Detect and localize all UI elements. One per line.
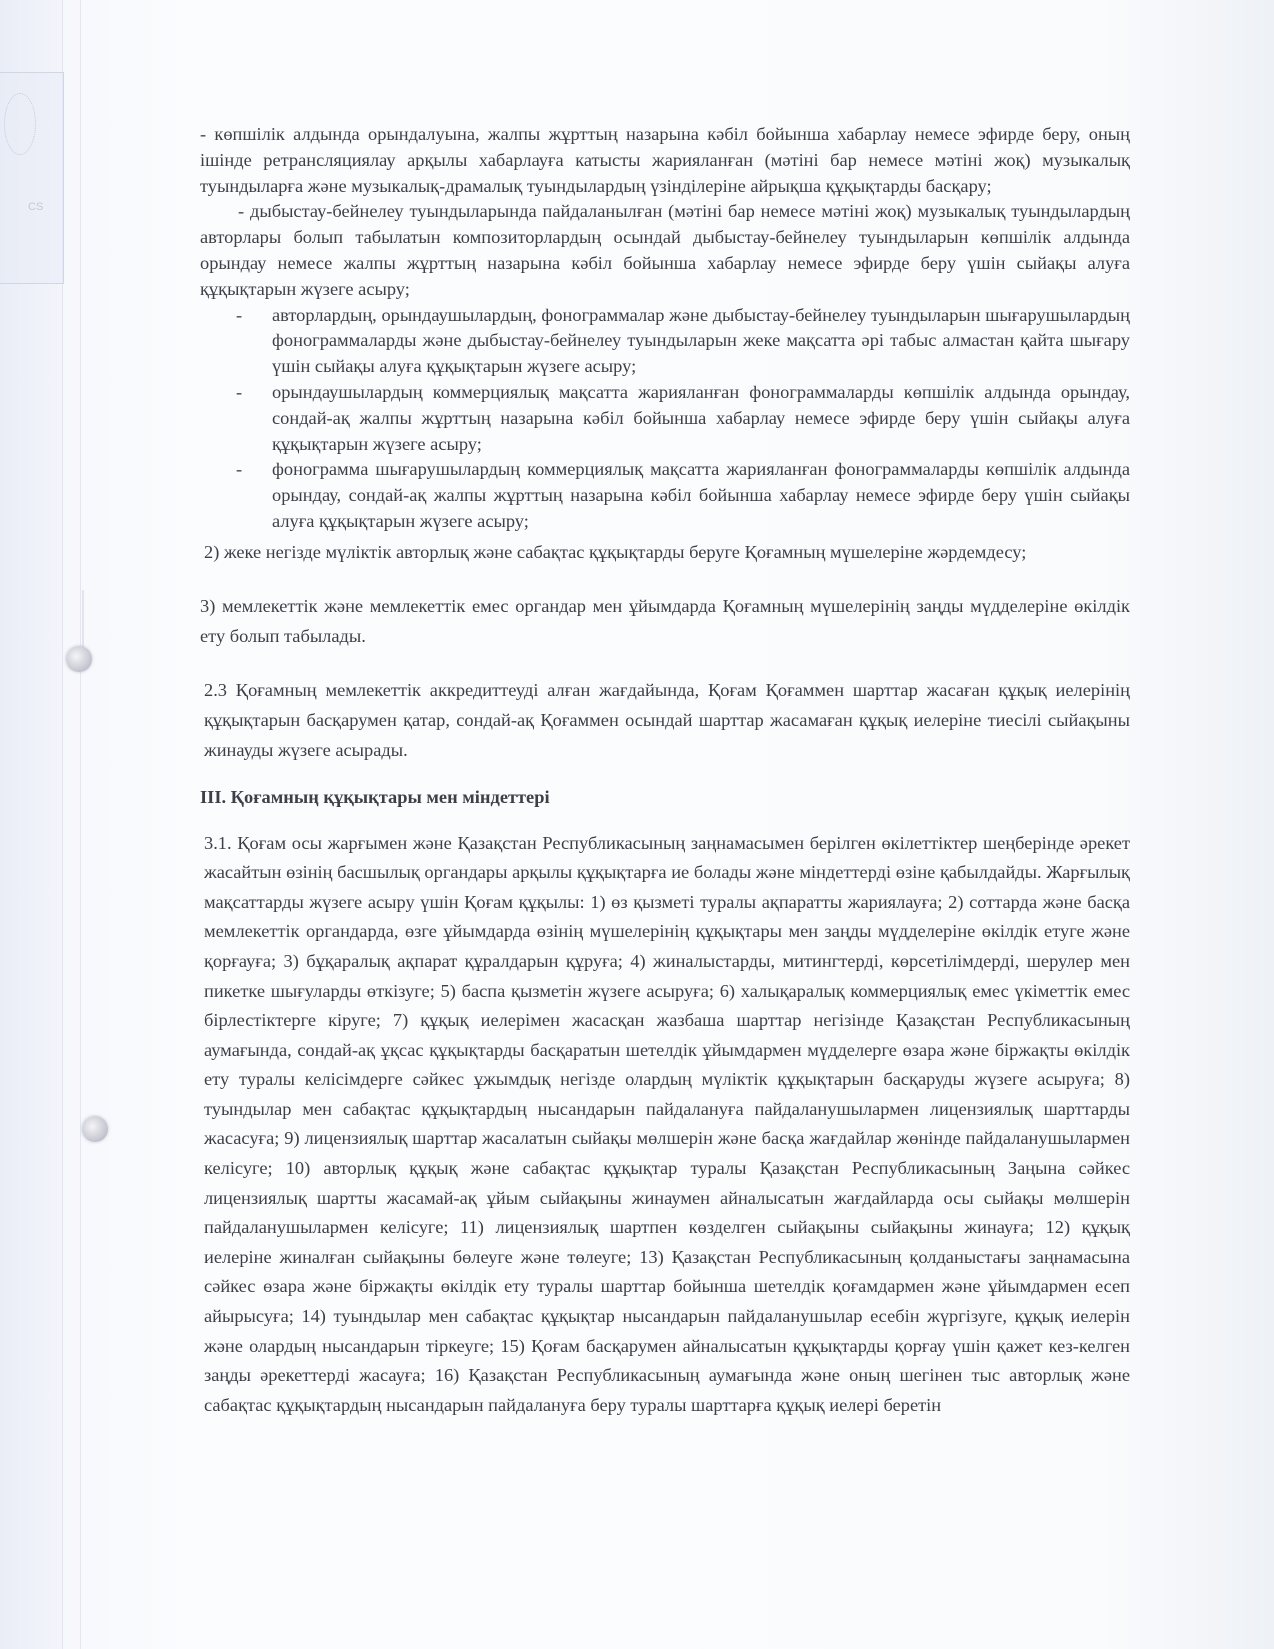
staple-mark <box>82 590 84 650</box>
list-item <box>236 380 1130 457</box>
list-item-text: авторлардың, орындаушылардың, фонограммалар және дыбыстау-бейнелеу туындыларын шығарушылардың фонограммаларды және дыбыстау-бейнелеу туындыларын жеке мақсатта әрі табыс алмастан қайта шығару үшін сыйақы алуға құқықтарын жүзеге асыру; <box>272 304 1130 377</box>
list-item-text: фонограмма шығарушылардың коммерциялық мақсатта жарияланған фонограммаларды көпшілік алдында орындау, сондай-ақ жалпы жұрттың назарына кәбіл бойынша хабарлау немесе эфирде беру үшін сыйақы алуға құқықтарын жүзеге асыру; <box>272 459 1130 531</box>
stamp-text: СЅ <box>28 201 44 213</box>
paragraph-audiovisual: - дыбыстау-бейнелеу туындыларында пайдаланылған (мәтіні бар немесе мәтіні жоқ) музыкалық туындылардың авторлары болып табылатын композиторлардың осындай дыбыстау-бейнелеу туындыларын көпшілік алдында орындау немесе жалпы жұрттың назарына кәбіл бойынша хабарлау немесе эфирде беру үшін сыйақы алуға құқықтарын жүзеге асыру; <box>200 201 1130 299</box>
dash-bullet: - <box>236 304 243 325</box>
binding-line <box>80 0 81 1649</box>
dash-bullet: - <box>236 459 243 480</box>
list-item <box>236 303 1130 380</box>
seal-icon <box>4 93 36 155</box>
punch-hole-icon <box>82 1116 108 1142</box>
paragraph-clause-3-1: 3.1. Қоғам осы жарғымен және Қазақстан Республикасының заңнамасымен берілген өкілеттіктер шеңберінде әрекет жасайтын өзінің басшылық органдары арқылы құқықтарға ие болады және міндеттерді өзіне қабылдайды. Жарғылық мақсаттарды жүзеге асыру үшін Қоғам құқылы: 1) өз қызметі туралы ақпаратты жариялауға; 2) соттарда және басқа мемлекеттік органдарда, өзге ұйымдарда өзінің мүшелерінің құқықтары мен заңды мүдделеріне өкілдік етуге және қорғауға; 3) бұқаралық ақпарат құралдарын құруға; 4) жиналыстарды, митингтерді, көрсетілімдерді, шерулер мен пикетке шығуларды өткізуге; 5) баспа қызметін жүзеге асыруға; 6) халықаралық коммерциялық емес үкіметтік емес бірлестіктерге кіруге; 7) құқық иелерімен жасасқан жазбаша шарттар негізінде Қазақстан Республикасының аумағында, сондай-ақ ұқсас құқықтарды басқаратын шетелдік ұйымдармен мүдделерге өзара және біржақты өкілдік ету туралы келісімдерге сәйкес ұжымдық негізде олардың мүліктік құқықтарын басқаруды жүзеге асыруға; 8) туындылар мен сабақтас құқықтардың нысандарын пайдалануға пайдаланушылармен лицензиялық шарттарды жасасуға; 9) лицензиялық шарттар жасалатын сыйақы мөлшерін және басқа жағдайлар жөнінде пайдаланушылармен келісуге; 10) авторлық құқық және сабақтас құқықтар туралы Қазақстан Республикасының Заңына сәйкес лицензиялық шартты жасамай-ақ ұйым сыйақыны жинаумен айналысатын жағдайларда осы сыйақы мөлшерін пайдаланушылармен келісуге; 11) лицензиялық шартпен көзделген сыйақыны сыйақыны жинауға; 12) құқық иелеріне жиналған сыйақыны бөлеуге және төлеуге; 13) Қазақстан Республикасының қолданыстағы заңнамасына сәйкес өзара және біржақты өкілдік ету туралы шарттар бойынша шетелдік қоғамдармен және ұйымдармен есеп айырысуға; 14) туындылар мен сабақтас құқықтар нысандарын пайдаланушылар есебін жүргізуге, құқық иелерін және олардың нысандарын тіркеуге; 15) Қоғам басқарумен айналысатын құқықтарды қорғау үшін қажет кез-келген заңды әрекеттерді жасауға; 16) Қазақстан Республикасының аумағында және оның шегінен тыс авторлық және сабақтас құқықтардың нысандарын пайдалануға беру туралы шарттарға құқық иелері беретін <box>204 832 1130 1415</box>
list-item-text: орындаушылардың коммерциялық мақсатта жарияланған фонограммаларды көпшілік алдында орындау, сондай-ақ жалпы жұрттың назарына кәбіл бойынша хабарлау немесе эфирде беру үшін сыйақы алуға құқықтарын жүзеге асыру; <box>272 381 1130 454</box>
document-body <box>200 122 1130 1420</box>
margin-stamp <box>0 72 64 284</box>
dash-bullet: - <box>236 381 243 402</box>
paragraph-intro: - көпшілік алдында орындалуына, жалпы жұрттың назарына кәбіл бойынша хабарлау немесе эфирде беру, оның ішінде ретрансляциялау арқылы хабарлауға катысты жарияланған (мәтіні бар немесе мәтіні жоқ) музыкалық туындыларға және музыкалық-драмалық туындылардың үзінділеріне айрықша құқықтарды басқару; <box>200 124 1130 196</box>
punch-hole-icon <box>66 646 92 672</box>
paragraph-item-2: 2) жеке негізде мүліктік авторлық және сабақтас құқықтарды беруге Қоғамның мүшелеріне жәрдемдесу; <box>204 541 1027 562</box>
section-heading: ІІІ. Қоғамның құқықтары мен міндеттері <box>200 786 550 807</box>
paragraph-item-3: 3) мемлекеттік және мемлекеттік емес органдар мен ұйымдарда Қоғамның мүшелерінің заңды мүдделеріне өкілдік ету болып табылады. <box>200 595 1130 646</box>
paragraph-clause-2-3: 2.3 Қоғамның мемлекеттік аккредиттеуді алған жағдайында, Қоғам Қоғаммен шарттар жасаған құқық иелерінің құқықтарын басқарумен қатар, сондай-ақ Қоғаммен осындай шарттар жасамаған құқық иелеріне тиесілі сыйақыны жинауды жүзеге асырады. <box>204 679 1130 760</box>
list-item <box>236 457 1130 534</box>
